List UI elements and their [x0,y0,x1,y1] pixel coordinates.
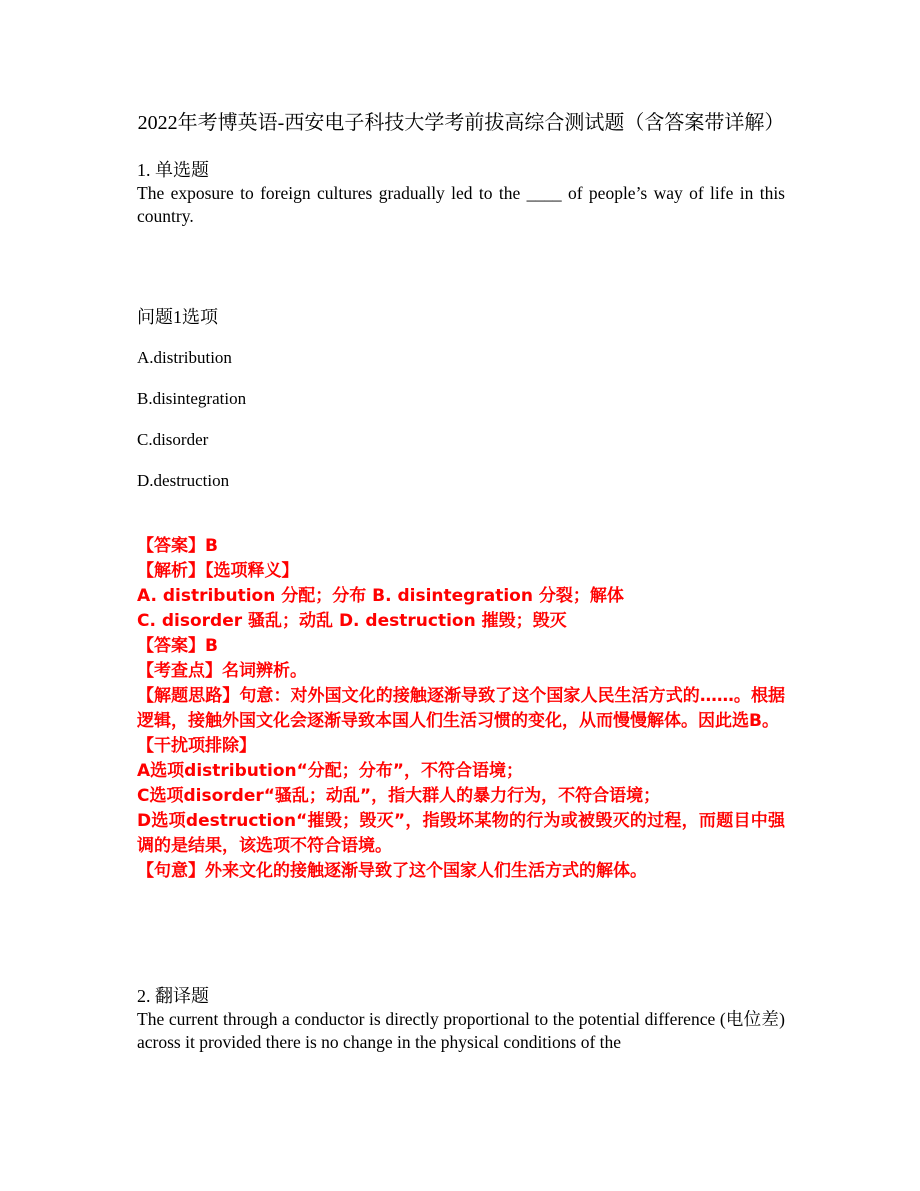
question-1-stem: The exposure to foreign cultures gradually led to the ____ of people’s way of life in this country. [137,183,785,226]
answer-explanation-block [137,534,785,884]
document-title: 2022年考博英语-西安电子科技大学考前拔高综合测试题（含答案带详解） [137,112,785,134]
question-2-block [137,984,785,1054]
explanation-line-analysis-header: 【解析】【选项释义】 [137,561,299,581]
option-d: D.destruction [137,471,230,490]
explanation-line-test-point: 【考查点】名词辨析。 [137,661,307,681]
question-1-options-header: 问题1选项 [137,307,218,327]
option-c: C.disorder [137,430,209,449]
option-a: A.distribution [137,348,232,367]
explanation-line-answer: 【答案】B [137,536,218,556]
option-b: B.disintegration [137,389,247,408]
question-1-block [137,158,785,884]
explanation-line-answer-repeat: 【答案】B [137,636,218,656]
explanation-line-distractor-header: 【干扰项排除】 [137,736,256,756]
explanation-line-distractor-a: A选项distribution“分配；分布”，不符合语境； [137,761,523,781]
question-2-stem: The current through a conductor is directly proportional to the potential difference (电位差) across it provided there is no change in the physical conditions of the [137,1009,785,1052]
explanation-line-solution-idea: 【解题思路】句意：对外国文化的接触逐渐导致了这个国家人民生活方式的……。根据逻辑，接触外国文化会逐渐导致本国人们生活习惯的变化，从而慢慢解体。因此选B。 [137,686,785,731]
question-1-section-label: 1. 单选题 [137,160,209,180]
explanation-line-sentence-meaning: 【句意】外来文化的接触逐渐导致了这个国家人们生活方式的解体。 [137,861,647,881]
question-2-section-label: 2. 翻译题 [137,986,209,1006]
explanation-line-distractor-d: D选项destruction“摧毁；毁灭”，指毁坏某物的行为或被毁灭的过程，而题目中强调的是结果，该选项不符合语境。 [137,811,785,856]
explanation-line-options-ab: A. distribution 分配；分布 B. disintegration 分裂；解体 [137,586,624,606]
explanation-line-options-cd: C. disorder 骚乱；动乱 D. destruction 摧毁；毁灭 [137,611,567,631]
explanation-line-distractor-c: C选项disorder“骚乱；动乱”，指大群人的暴力行为，不符合语境； [137,786,661,806]
